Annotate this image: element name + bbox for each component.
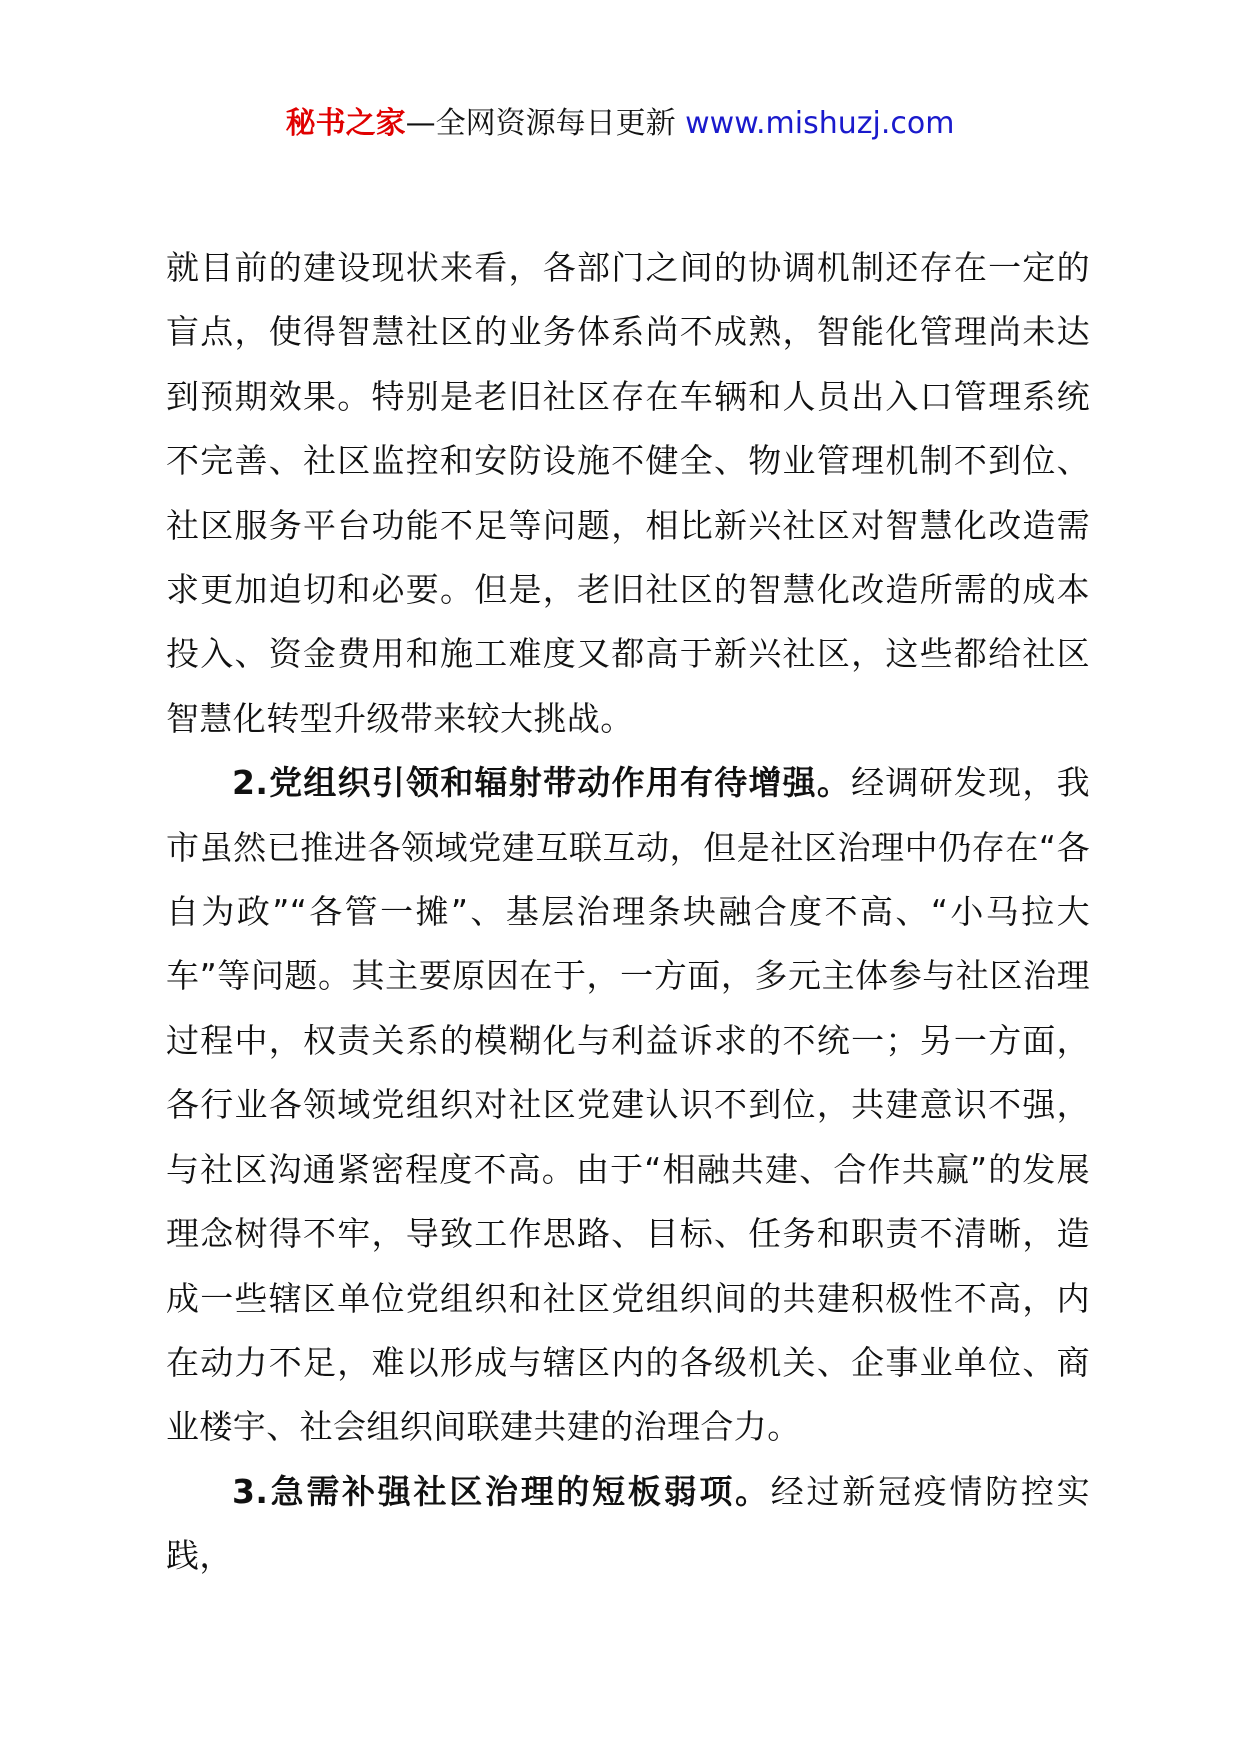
paragraph-text: 经调研发现，我市虽然已推进各领域党建互联互动，但是社区治理中仍存在“各自为政”“各管一摊”、基层治理条块融合度不高、“小马拉大车”等问题。其主要原因在于，一方面，多元主体参与社区治理过程中，权责关系的模糊化与利益诉求的不统一；另一方面，各行业各领域党组织对社区党建认识不到位，共建意识不强，与社区沟通紧密程度不高。由于“相融共建、合作共赢”的发展理念树得不牢，导致工作思路、目标、任务和职责不清晰，造成一些辖区单位党组织和社区党组织间的共建积极性不高，内在动力不足，难以形成与辖区内的各级机关、企事业单位、商业楼宇、社会组织间联建共建的治理合力。 bbox=[166, 763, 1090, 1447]
paragraph-text: 就目前的建设现状来看，各部门之间的协调机制还存在一定的盲点，使得智慧社区的业务体系尚不成熟，智能化管理尚未达到预期效果。特别是老旧社区存在车辆和人员出入口管理系统不完善、社区监控和安防设施不健全、物业管理机制不到位、社区服务平台功能不足等问题，相比新兴社区对智慧化改造需求更加迫切和必要。但是，老旧社区的智慧化改造所需的成本投入、资金费用和施工难度又都高于新兴社区，这些都给社区智慧化转型升级带来较大挑战。 bbox=[166, 248, 1090, 738]
brand-name: 秘书之家 bbox=[285, 106, 406, 141]
paragraph-1 bbox=[166, 236, 1090, 751]
section-heading: 3.急需补强社区治理的短板弱项。 bbox=[232, 1471, 771, 1511]
paragraph-text: 经过新冠疫情防控实践， bbox=[166, 1471, 1090, 1576]
page-header bbox=[0, 104, 1240, 144]
paragraph-2 bbox=[166, 751, 1090, 1459]
section-heading: 2.党组织引领和辐射带动作用有待增强。 bbox=[232, 763, 852, 803]
document-body bbox=[166, 236, 1090, 1589]
paragraph-3 bbox=[166, 1460, 1090, 1589]
header-slogan: —全网资源每日更新 bbox=[405, 106, 676, 141]
website-url: www.mishuzj.com bbox=[685, 106, 955, 141]
